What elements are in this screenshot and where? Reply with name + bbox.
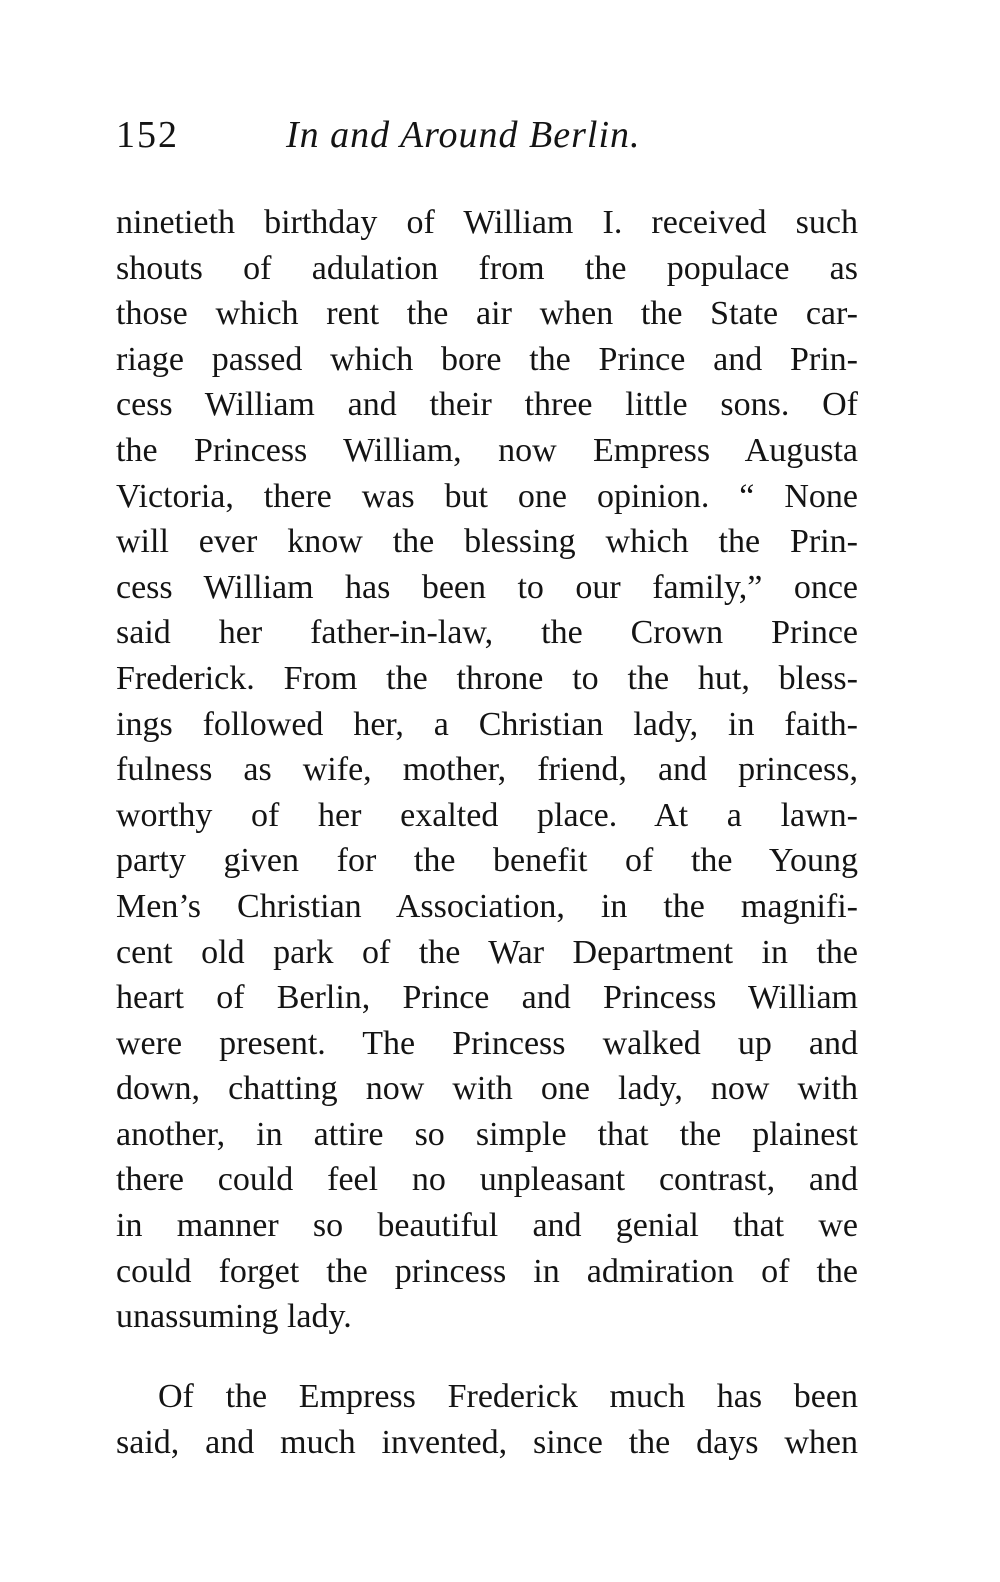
text-line: ninetieth birthday of William I. received such [116, 204, 858, 241]
text-line: ings followed her, a Christian lady, in faith- [116, 705, 858, 743]
text-line: Men’s Christian Association, in the magnifi- [116, 887, 858, 925]
text-line: worthy of her exalted place. At a lawn- [116, 796, 858, 834]
paragraph-empress-frederick [116, 1374, 858, 1465]
text-line: heart of Berlin, Prince and Princess William [116, 979, 858, 1017]
text-line: down, chatting now with one lady, now with [116, 1070, 858, 1108]
text-line: Victoria, there was but one opinion. “ None [116, 477, 858, 515]
text-line: said her father-in-law, the Crown Prince [116, 614, 858, 652]
text-line: party given for the benefit of the Young [116, 842, 858, 880]
text-line: cent old park of the War Department in the [116, 933, 858, 971]
text-line: shouts of adulation from the populace as [116, 249, 858, 287]
text-line: cess William and their three little sons. Of [116, 386, 858, 424]
text-line: the Princess William, now Empress Augusta [116, 431, 858, 469]
text-line: were present. The Princess walked up and [116, 1024, 858, 1062]
paragraph-continuation [116, 200, 858, 1340]
text-line: will ever know the blessing which the Prin- [116, 523, 858, 561]
text-line: Frederick. From the throne to the hut, bless- [116, 659, 858, 697]
text-line: Of the Empress Frederick much has been [158, 1378, 858, 1415]
page-number: 152 [116, 114, 179, 156]
text-line: riage passed which bore the Prince and Prin- [116, 340, 858, 378]
text-line: said, and much invented, since the days when [116, 1423, 858, 1461]
text-line: another, in attire so simple that the plainest [116, 1115, 858, 1153]
text-line: unassuming lady. [116, 1298, 352, 1336]
text-line: those which rent the air when the State car- [116, 295, 858, 333]
text-line: there could feel no unpleasant contrast, and [116, 1161, 858, 1199]
running-head [116, 110, 858, 160]
text-line: fulness as wife, mother, friend, and princess, [116, 751, 858, 789]
text-line: cess William has been to our family,” once [116, 568, 858, 606]
text-line: in manner so beautiful and genial that we [116, 1207, 858, 1245]
running-title: In and Around Berlin. [286, 114, 641, 156]
text-line: could forget the princess in admiration of the [116, 1252, 858, 1290]
